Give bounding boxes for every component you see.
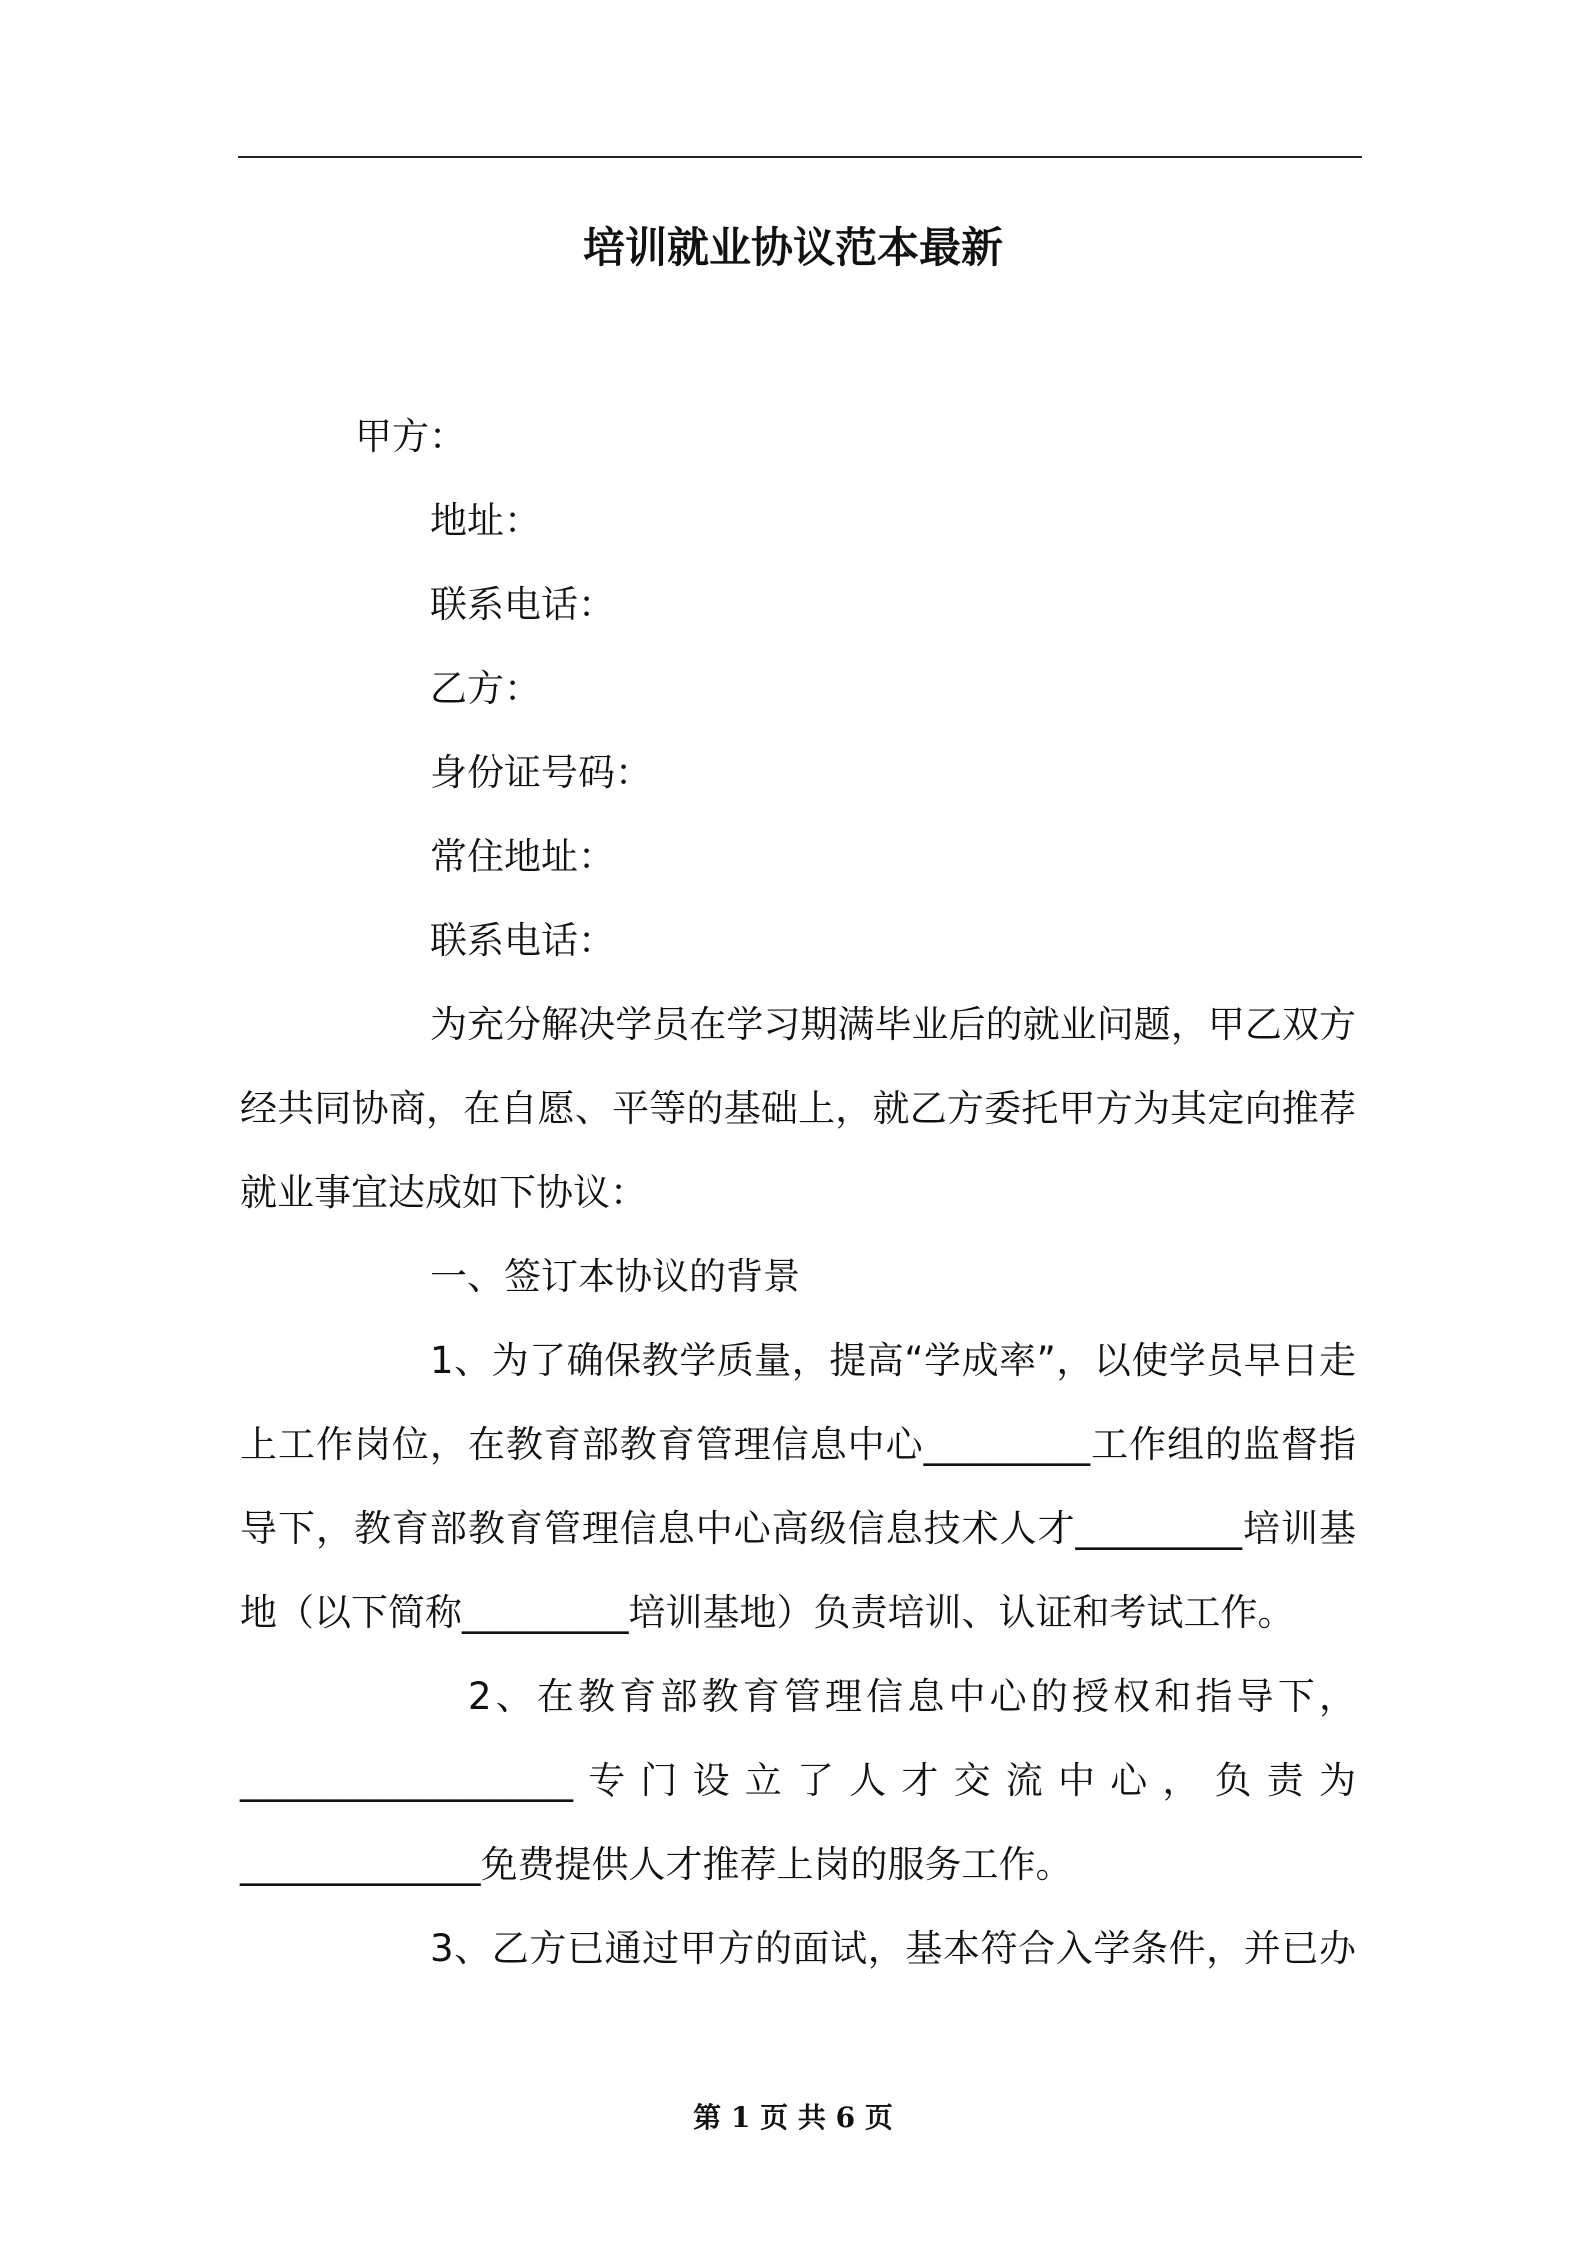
residence-label: 常住地址：	[430, 835, 615, 878]
section1-heading: 一、签订本协议的背景	[430, 1255, 800, 1298]
phone-a-label: 联系电话：	[430, 583, 615, 626]
clause1-line: 导下，教育部教育管理信息中心高级信息技术人才_________培训基	[240, 1507, 1356, 1550]
clause1-line: 地（以下简称_________培训基地）负责培训、认证和考试工作。	[240, 1591, 1295, 1634]
intro-paragraph-line: 经共同协商，在自愿、平等的基础上，就乙方委托甲方为其定向推荐	[240, 1087, 1356, 1130]
clause1-line: 上工作岗位，在教育部教育管理信息中心_________工作组的监督指	[240, 1423, 1356, 1466]
page-number: 第 1 页 共 6 页	[693, 2101, 893, 2134]
party-a-label: 甲方：	[355, 415, 466, 458]
address-label: 地址：	[430, 499, 541, 542]
clause2-line: 2、在教育部教育管理信息中心的授权和指导下，	[468, 1675, 1356, 1718]
header-rule	[238, 156, 1362, 158]
intro-paragraph-line: 为充分解决学员在学习期满毕业后的就业问题，甲乙双方	[430, 1003, 1356, 1046]
phone-b-label: 联系电话：	[430, 919, 615, 962]
clause2-line: _____________免费提供人才推荐上岗的服务工作。	[240, 1843, 1073, 1886]
document-title: 培训就业协议范本最新	[582, 223, 1003, 272]
clause1-line: 1、为了确保教学质量，提高“学成率”，以使学员早日走	[430, 1339, 1356, 1382]
clause2-line: __________________专门设立了人才交流中心，负责为	[240, 1759, 1356, 1802]
intro-paragraph-line: 就业事宜达成如下协议：	[240, 1171, 647, 1214]
clause3-line: 3、乙方已通过甲方的面试，基本符合入学条件，并已办	[430, 1927, 1356, 1970]
id-number-label: 身份证号码：	[430, 751, 652, 794]
party-b-label: 乙方：	[430, 667, 541, 710]
